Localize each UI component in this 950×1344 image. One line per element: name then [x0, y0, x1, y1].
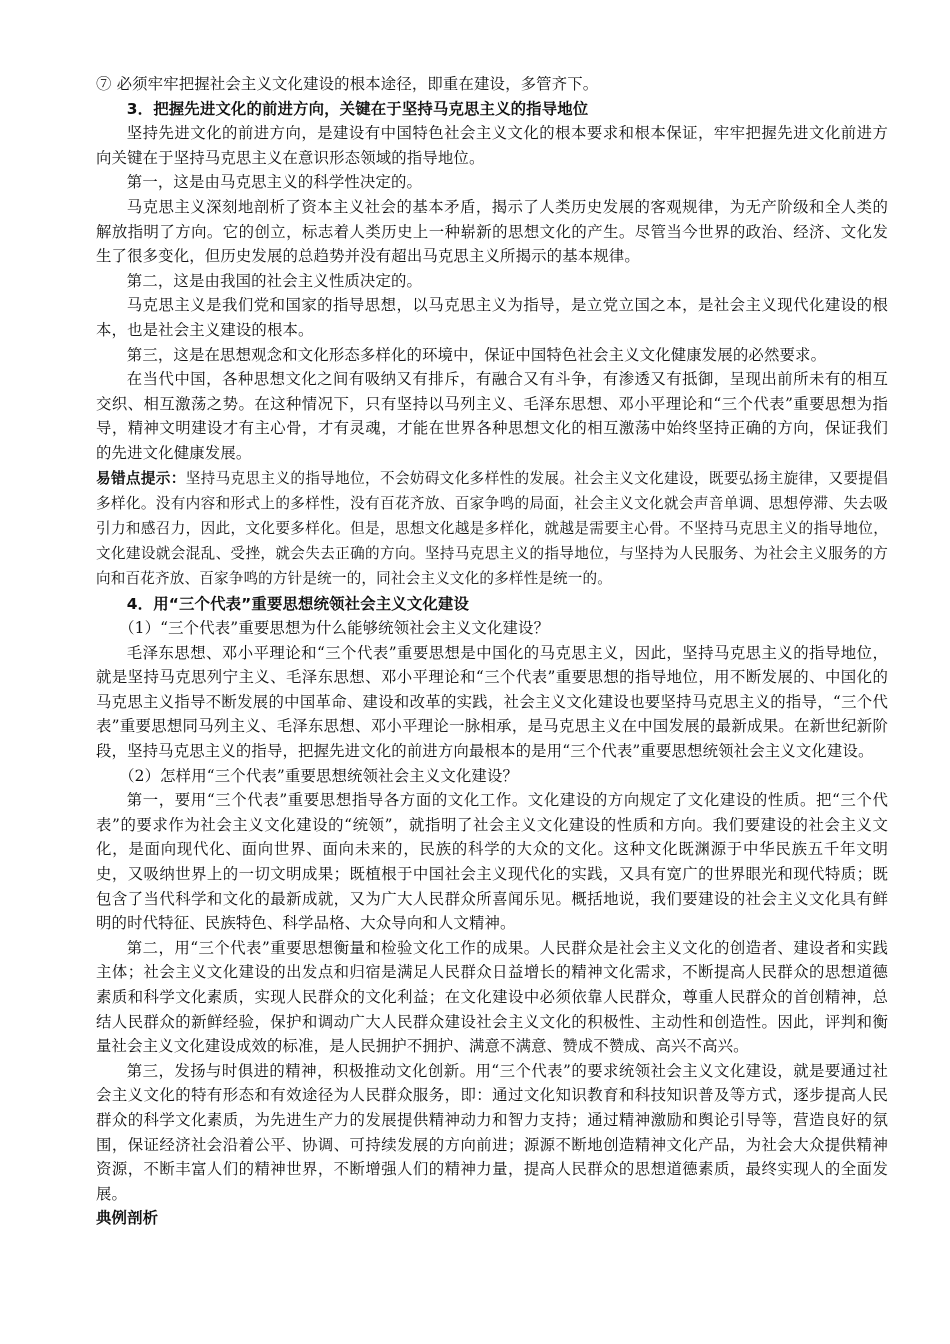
paragraph-first-reason: 第一，这是由马克思主义的科学性决定的。 [126, 173, 423, 192]
question-1: （1）“三个代表”重要思想为什么能够统领社会主义文化建设？ [119, 619, 550, 638]
paragraph-second-reason: 第二，这是由我国的社会主义性质决定的。 [126, 271, 423, 290]
document-page [96, 72, 888, 1231]
section-heading-3: 3．把握先进文化的前进方向，关键在于坚持马克思主义的指导地位 [126, 99, 589, 118]
paragraph-second-detail: 马克思主义是我们党和国家的指导思想，以马克思主义为指导，是立党立国之本，是社会主义现代化建设的根本，也是社会主义建设的根本。 [96, 296, 888, 339]
answer-2-first: 第一，要用“三个代表”重要思想指导各方面的文化工作。文化建设的方向规定了文化建设的性质。把“三个代表”的要求作为社会主义文化建设的“统领”，就指明了社会主义文化建设的性质和方向。我们要建设的社会主义文化，是面向现代化、面向世界、面向未来的，民族的科学的大众的文化。这种文化既渊源于中华民族五千年文明史，又吸纳世界上的一切文明成果；既植根于中国社会主义现代化的实践，又具有宽广的世界眼光和现代特质；既包含了当代科学和文化的最新成就，又为广大人民群众所喜闻乐见。概括地说，我们要建设的社会主义文化具有鲜明的时代特征、民族特色、科学品格、大众导向和人文精神。 [96, 791, 888, 933]
answer-1-paragraph: 毛泽东思想、邓小平理论和“三个代表”重要思想是中国化的马克思主义，因此，坚持马克思主义的指导地位，就是坚持马克思列宁主义、毛泽东思想、邓小平理论和“三个代表”重要思想的指导地位，用不断发展的、中国化的马克思主义指导不断发展的中国革命、建设和改革的实践，社会主义文化建设也要坚持马克思主义的指导，“三个代表”重要思想同马列主义、毛泽东思想、邓小平理论一脉相承，是马克思主义在中国发展的最新成果。在新世纪新阶段，坚持马克思主义的指导，把握先进文化的前进方向最根本的是用“三个代表”重要思想统领社会主义文化建设。 [96, 643, 888, 761]
answer-2-third: 第三，发扬与时俱进的精神，积极推动文化创新。用“三个代表”的要求统领社会主义文化建设，就是要通过社会主义文化的特有形态和有效途径为人民群众服务，即：通过文化知识教育和科技知识普及等方式，逐步提高人民群众的科学文化素质，为先进生产力的发展提供精神动力和智力支持；通过精神激励和舆论引导等，营造良好的氛围，保证经济社会沿着公平、协调、可持续发展的方向前进；源源不断地创造精神文化产品，为社会大众提供精神资源，不断丰富人们的精神世界，不断增强人们的精神力量，提高人民群众的思想道德素质，最终实现人的全面发展。 [96, 1061, 888, 1203]
paragraph-item-7: ⑦ 必须牢牢把握社会主义文化建设的根本途径，即重在建设，多管齐下。 [96, 75, 599, 93]
answer-2-second: 第二，用“三个代表”重要思想衡量和检验文化工作的成果。人民群众是社会主义文化的创造者、建设者和实践主体；社会主义文化建设的出发点和归宿是满足人民群众日益增长的精神文化需求，不断提高人民群众的思想道德素质和科学文化素质，实现人民群众的文化利益；在文化建设中必须依靠人民群众，尊重人民群众的首创精神，总结人民群众的新鲜经验，保护和调动广大人民群众建设社会主义文化的积极性、主动性和创造性。因此，评判和衡量社会主义文化建设成效的标准，是人民拥护不拥护、满意不满意、赞成不赞成、高兴不高兴。 [96, 938, 888, 1056]
question-2: （2）怎样用“三个代表”重要思想统领社会主义文化建设？ [119, 766, 519, 785]
paragraph-third-reason: 第三，这是在思想观念和文化形态多样化的环境中，保证中国特色社会主义文化健康发展的必然要求。 [126, 345, 827, 364]
paragraph-first-detail: 马克思主义深刻地剖析了资本主义社会的基本矛盾，揭示了人类历史发展的客观规律，为无产阶级和全人类的解放指明了方向。它的创立，标志着人类历史上一种崭新的思想文化的产生。尽管当今世界的政治、经济、文化发生了很多变化，但历史发展的总趋势并没有超出马克思主义所揭示的基本规律。 [96, 197, 888, 266]
section-title-examples: 典例剖析 [96, 1209, 159, 1228]
error-tip-text: 坚持马克思主义的指导地位，不会妨碍文化多样性的发展。社会主义文化建设，既要弘扬主旋律，又要提倡多样化。没有内容和形式上的多样性，没有百花齐放、百家争鸣的局面，社会主义文化就会声音单调、思想停滞、失去吸引力和感召力，因此，文化要多样化。但是，思想文化越是多样化，就越是需要主心骨。不坚持马克思主义的指导地位，文化建设就会混乱、受挫，就会失去正确的方向。坚持马克思主义的指导地位，与坚持为人民服务、为社会主义服务的方向和百花齐放、百家争鸣的方针是统一的，同社会主义文化的多样性是统一的。 [96, 469, 888, 588]
paragraph-intro: 坚持先进文化的前进方向，是建设有中国特色社会主义文化的根本要求和根本保证，牢牢把握先进文化前进方向关键在于坚持马克思主义在意识形态领域的指导地位。 [96, 124, 888, 167]
section-heading-4: 4．用“三个代表”重要思想统领社会主义文化建设 [126, 594, 469, 613]
error-tip-paragraph [96, 466, 888, 592]
error-tip-label: 易错点提示： [96, 469, 186, 487]
paragraph-third-detail: 在当代中国，各种思想文化之间有吸纳又有排斥，有融合又有斗争，有渗透又有抵御，呈现出前所未有的相互交织、相互激荡之势。在这种情况下，只有坚持以马列主义、毛泽东思想、邓小平理论和“三个代表”重要思想为指导，精神文明建设才有主心骨，才有灵魂，才能在世界各种思想文化的相互激荡中始终坚持正确的方向，保证我们的先进文化健康发展。 [96, 370, 888, 462]
